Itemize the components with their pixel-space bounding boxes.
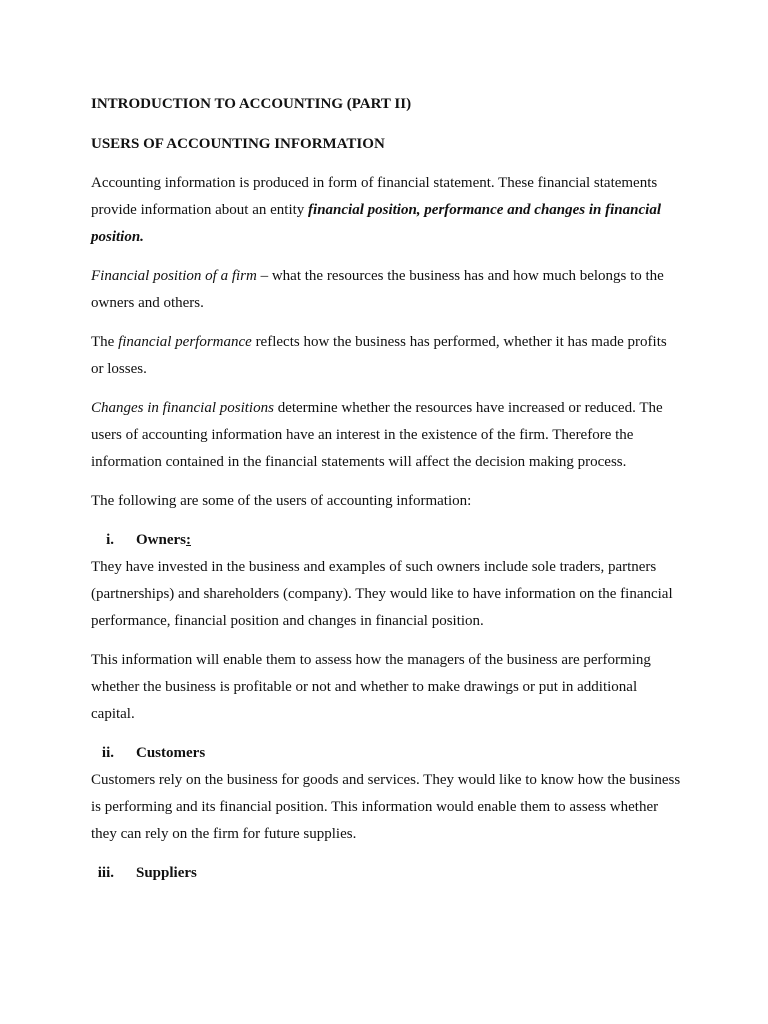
term-changes: Changes in financial positions <box>91 400 274 416</box>
list-item-customers-heading <box>91 740 681 767</box>
paragraph-owners-1: They have invested in the business and examples of such owners include sole traders, partners (partnerships) and shareholders (company). They would like to have information on the financial performance, financial position and changes in financial position. <box>91 559 673 629</box>
paragraph-changes <box>91 395 681 476</box>
paragraph-intro <box>91 170 681 251</box>
list-numeral: ii. <box>101 745 114 761</box>
section-heading: USERS OF ACCOUNTING INFORMATION <box>91 136 385 152</box>
paragraph-financial-performance-lead: The <box>91 334 119 350</box>
paragraph-financial-position <box>91 263 681 317</box>
paragraph-changes-text: determine whether the resources have increased or reduced. The users of accounting information have an interest in the existence of the firm. Therefore the information contained in the financial statements will affect the decision making process. <box>91 400 663 470</box>
list-numeral: i. <box>106 532 114 548</box>
list-label-customers: Customers <box>136 745 206 761</box>
term-financial-performance: financial performance <box>118 334 252 350</box>
list-label-suppliers: Suppliers <box>136 865 197 881</box>
list-label-owners-text: Owners <box>136 532 186 548</box>
list-numeral: iii. <box>97 865 114 881</box>
paragraph-financial-position-text: – what the resources the business has and how much belongs to the owners and others. <box>91 268 664 311</box>
paragraph-intro-text: Accounting information is produced in form of financial statement. These financial statements provide information about an entity <box>91 175 658 218</box>
paragraph-owners-2: This information will enable them to assess how the managers of the business are performing whether the business is profitable or not and whether to make drawings or put in additional capital. <box>91 652 651 722</box>
list-item-owners-heading <box>91 527 681 554</box>
list-item-suppliers-heading <box>91 860 681 887</box>
term-financial-position: Financial position of a firm <box>91 268 257 284</box>
paragraph-users-intro: The following are some of the users of accounting information: <box>91 493 472 509</box>
list-label-owners <box>136 527 191 554</box>
paragraph-financial-performance <box>91 329 681 383</box>
paragraph-intro-emphasis: financial position, performance and changes in financial position. <box>91 202 661 245</box>
paragraph-customers: Customers rely on the business for goods and services. They would like to know how the business is performing and its financial position. This information would enable them to assess whether they can rely on the firm for future supplies. <box>91 772 681 842</box>
paragraph-financial-performance-text: reflects how the business has performed, whether it has made profits or losses. <box>91 334 667 377</box>
document-title: INTRODUCTION TO ACCOUNTING (PART II) <box>91 96 412 112</box>
document-body <box>91 91 681 887</box>
list-label-owners-colon: : <box>186 532 191 548</box>
